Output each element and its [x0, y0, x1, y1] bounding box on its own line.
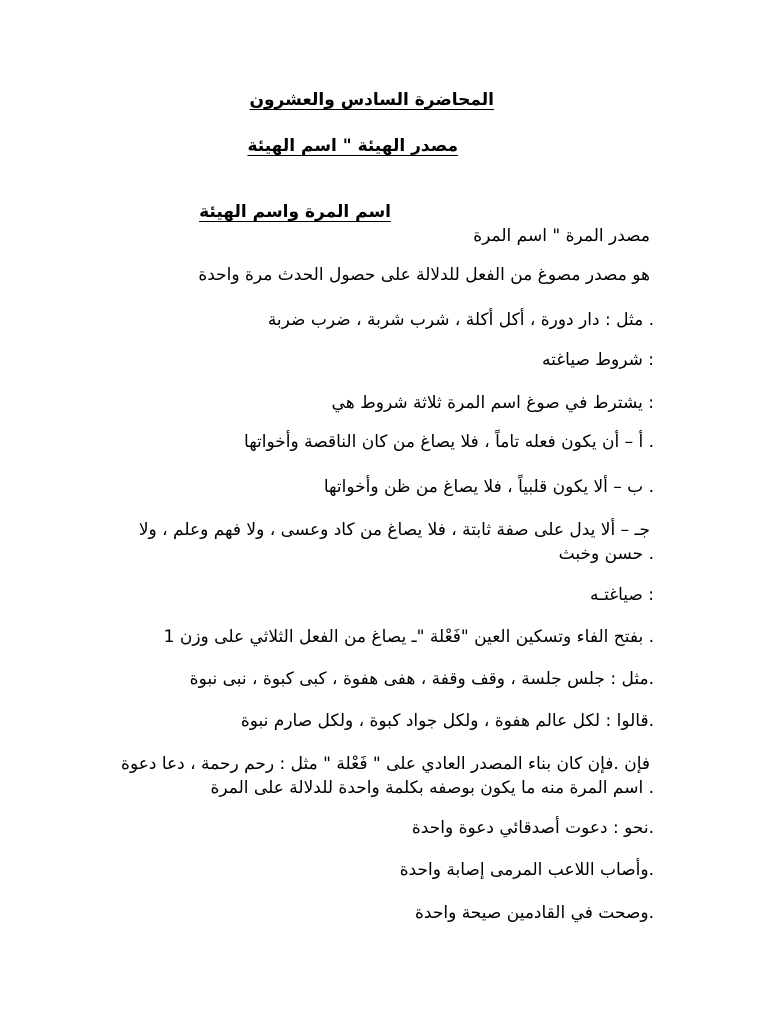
text-line: .وصحت في القادمين صيحة واحدة	[415, 903, 654, 923]
page-title: المحاضرة السادس والعشرون	[249, 90, 494, 110]
text-line: . مثل : دار دورة ، أكل أكلة ، شرب شربة ، ضرب ضربة	[267, 310, 654, 330]
text-line: .وأصاب اللاعب المرمى إصابة واحدة	[399, 860, 654, 880]
text-line: .قالوا : لكل عالم هفوة ، ولكل جواد كبوة ، ولكل صارم نبوة	[240, 711, 654, 731]
text-line: فإن .فإن كان بناء المصدر العادي على " فَعْلة " مثل : رحم رحمة ، دعا دعوة	[121, 754, 650, 774]
text-line: .نحو : دعوت أصدقائي دعوة واحدة	[411, 818, 654, 838]
text-line: . ب – ألا يكون قلبياً ، فلا يصاغ من ظن وأخواتها	[323, 477, 654, 497]
page-subtitle: مصدر الهيئة " اسم الهيئة	[247, 136, 458, 156]
section-heading: اسم المرة واسم الهيئة	[199, 202, 391, 222]
text-line: . بفتح الفاء وتسكين العين "فَعْلة "ـ يصاغ من الفعل الثلاثي على وزن 1	[163, 627, 654, 647]
text-line: .مثل : جلس جلسة ، وقف وقفة ، هفى هفوة ، كبى كبوة ، نبى نبوة	[189, 669, 654, 689]
text-line: . حسن وخبث	[558, 544, 654, 564]
text-line: : صياغتـه	[590, 585, 654, 605]
text-line: . أ – أن يكون فعله تاماً ، فلا يصاغ من كان الناقصة وأخواتها	[244, 432, 654, 452]
text-line: : شروط صياغته	[542, 350, 654, 370]
text-line: . اسم المرة منه ما يكون بوصفه بكلمة واحدة للدلالة على المرة	[210, 778, 654, 798]
text-line: : يشترط في صوغ اسم المرة ثلاثة شروط هي	[331, 393, 654, 413]
text-line: هو مصدر مصوغ من الفعل للدلالة على حصول الحدث مرة واحدة	[198, 265, 650, 285]
text-line: مصدر المرة " اسم المرة	[473, 226, 650, 246]
text-line: جـ – ألا يدل على صفة ثابتة ، فلا يصاغ من كاد وعسى ، ولا فهم وعلم ، ولا	[138, 520, 650, 540]
